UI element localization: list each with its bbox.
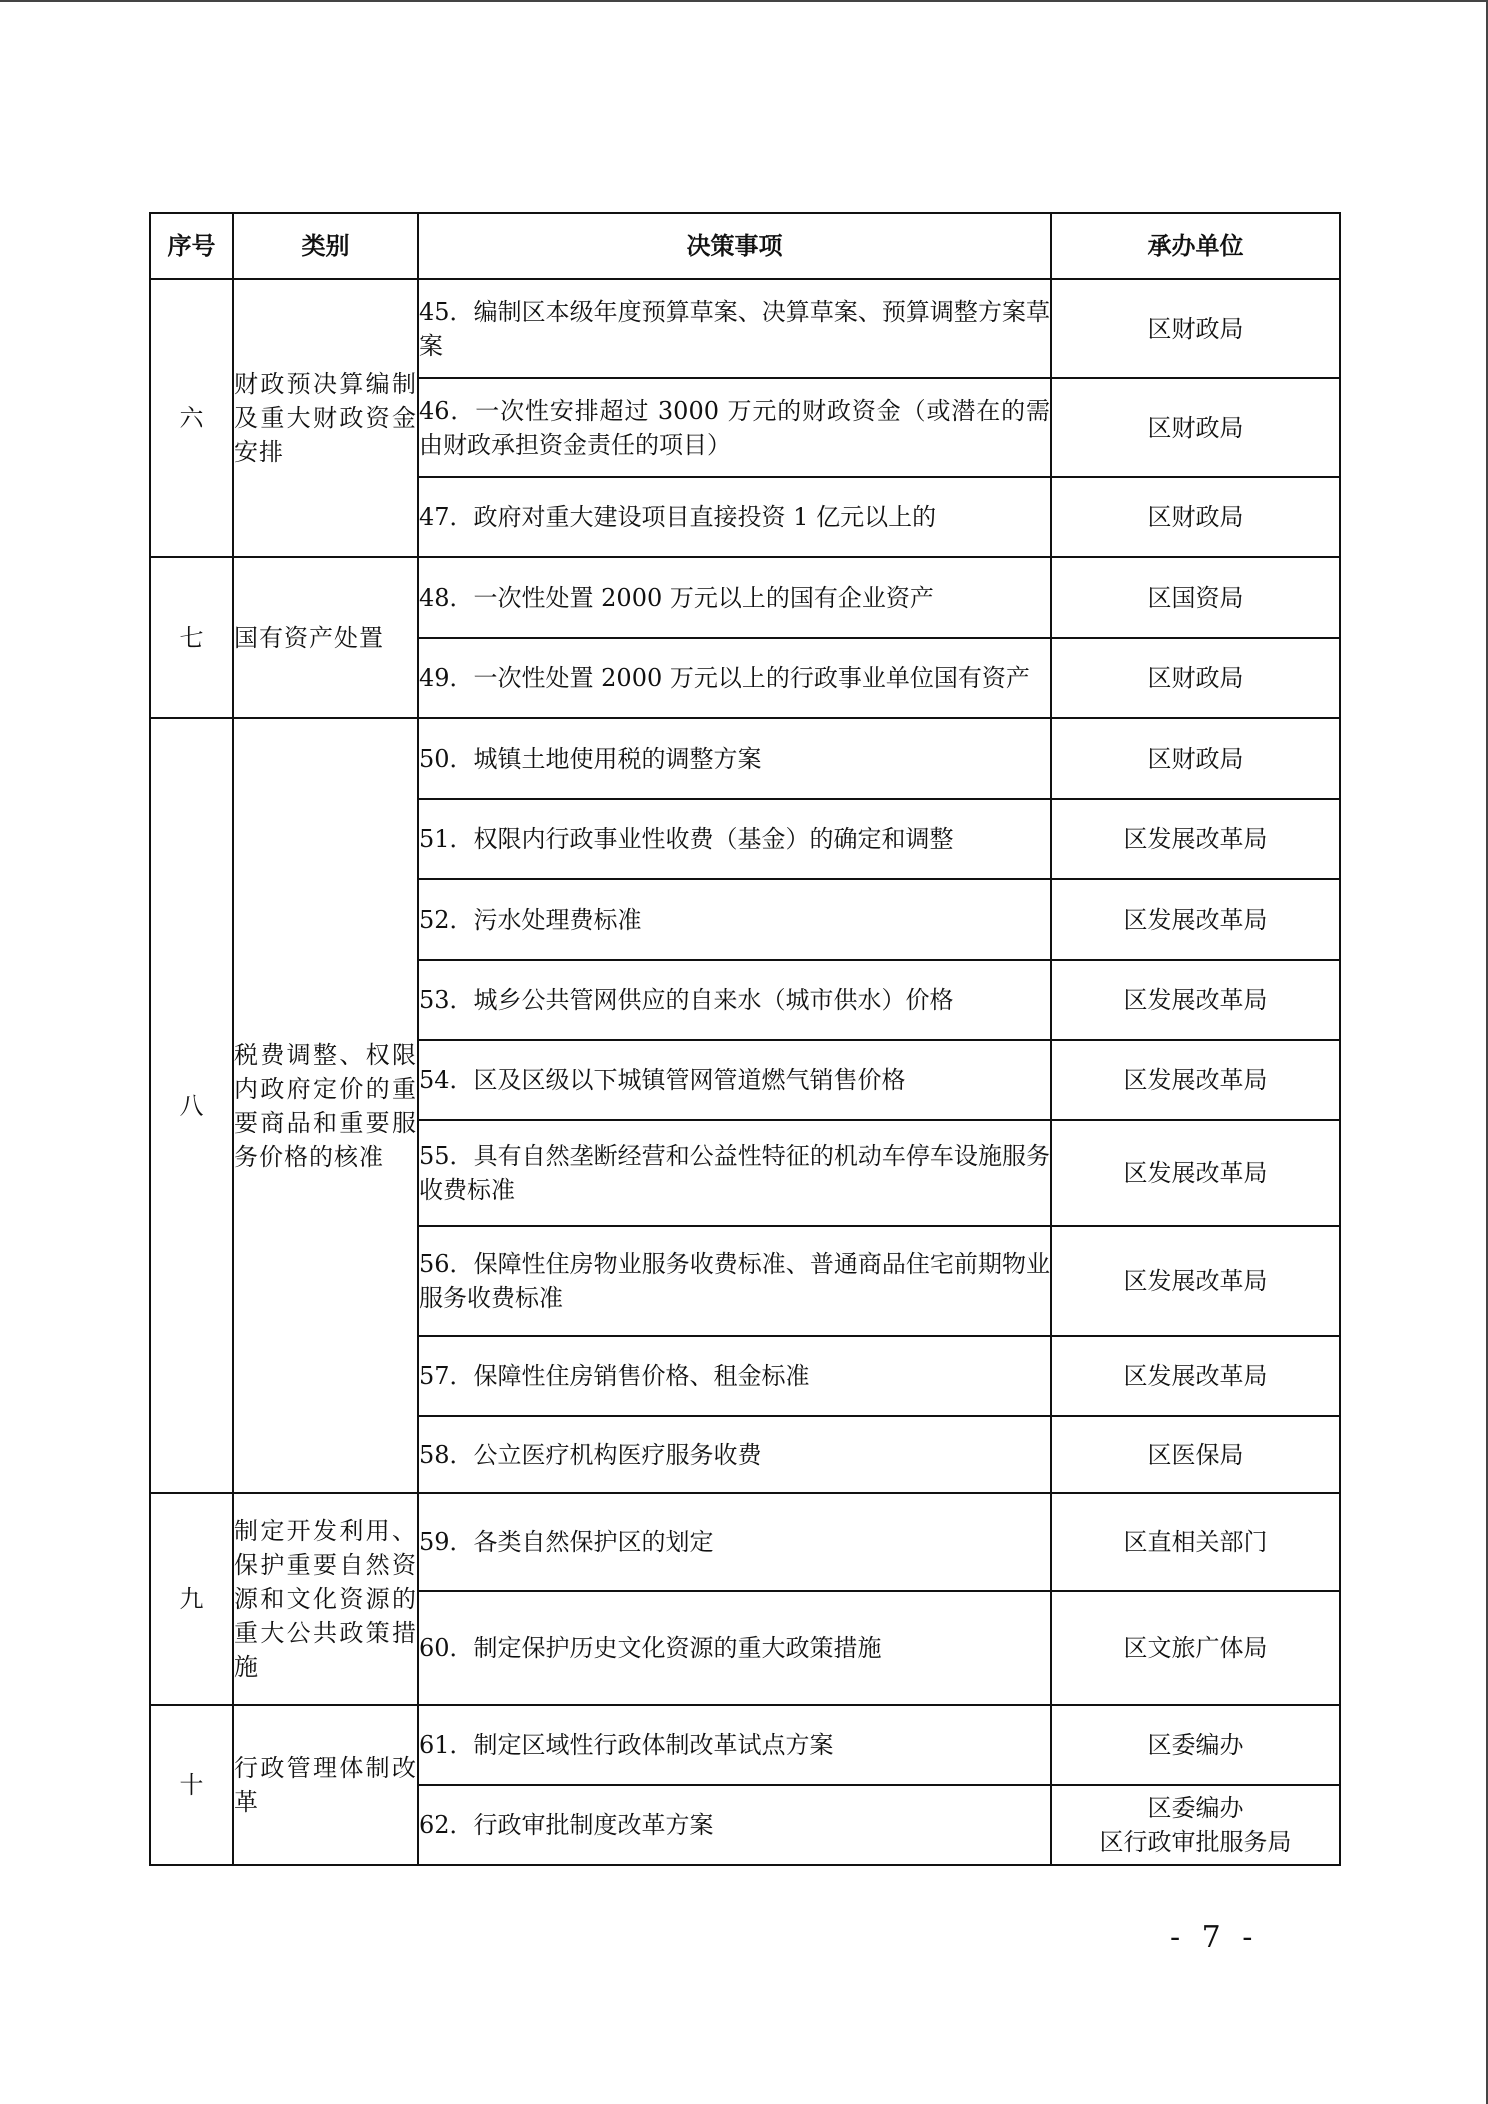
- decision-item: 62．行政审批制度改革方案: [418, 1785, 1051, 1865]
- table-row: [150, 279, 1340, 378]
- responsible-unit: 区发展改革局: [1051, 1226, 1340, 1336]
- responsible-unit-line: 区委编办: [1147, 1794, 1244, 1822]
- responsible-unit: 区发展改革局: [1051, 1040, 1340, 1120]
- responsible-unit: 区医保局: [1051, 1416, 1340, 1493]
- table-header-row: [150, 213, 1340, 279]
- responsible-unit: 区文旅广体局: [1051, 1591, 1340, 1705]
- group-category: 财政预决算编制及重大财政资金安排: [233, 279, 418, 557]
- group-number: 十: [150, 1705, 233, 1865]
- decision-item: 61．制定区域性行政体制改革试点方案: [418, 1705, 1051, 1785]
- responsible-unit: 区国资局: [1051, 557, 1340, 638]
- responsible-unit: 区发展改革局: [1051, 1336, 1340, 1416]
- responsible-unit: 区发展改革局: [1051, 960, 1340, 1040]
- page-number: - 7 -: [1170, 1920, 1259, 1955]
- decision-item: 54．区及区级以下城镇管网管道燃气销售价格: [418, 1040, 1051, 1120]
- responsible-unit: 区发展改革局: [1051, 1120, 1340, 1226]
- decision-item: 47．政府对重大建设项目直接投资 1 亿元以上的: [418, 477, 1051, 557]
- responsible-unit: 区发展改革局: [1051, 799, 1340, 879]
- group-number: 七: [150, 557, 233, 718]
- decision-item: 46．一次性安排超过 3000 万元的财政资金（或潜在的需由财政承担资金责任的项目）: [418, 378, 1051, 477]
- decision-item: 57．保障性住房销售价格、租金标准: [418, 1336, 1051, 1416]
- responsible-unit: 区财政局: [1051, 638, 1340, 718]
- responsible-unit: [1051, 1785, 1340, 1865]
- group-number: 六: [150, 279, 233, 557]
- decision-item: 51．权限内行政事业性收费（基金）的确定和调整: [418, 799, 1051, 879]
- group-number: 八: [150, 718, 233, 1493]
- responsible-unit: 区财政局: [1051, 718, 1340, 799]
- table-row: [150, 557, 1340, 638]
- decision-item: 49．一次性处置 2000 万元以上的行政事业单位国有资产: [418, 638, 1051, 718]
- decision-item: 59．各类自然保护区的划定: [418, 1493, 1051, 1591]
- decision-item: 60．制定保护历史文化资源的重大政策措施: [418, 1591, 1051, 1705]
- header-serial-number: 序号: [150, 213, 233, 279]
- decision-item: 45．编制区本级年度预算草案、决算草案、预算调整方案草案: [418, 279, 1051, 378]
- decision-items-table: [149, 212, 1341, 1866]
- responsible-unit: 区财政局: [1051, 477, 1340, 557]
- decision-item: 55．具有自然垄断经营和公益性特征的机动车停车设施服务收费标准: [418, 1120, 1051, 1226]
- page-edge-top: [0, 0, 1488, 2]
- group-category: 行政管理体制改革: [233, 1705, 418, 1865]
- group-category: 国有资产处置: [233, 557, 418, 718]
- header-decision-item: 决策事项: [418, 213, 1051, 279]
- decision-item: 58．公立医疗机构医疗服务收费: [418, 1416, 1051, 1493]
- header-responsible-unit: 承办单位: [1051, 213, 1340, 279]
- header-category: 类别: [233, 213, 418, 279]
- table-row: [150, 1705, 1340, 1785]
- group-number: 九: [150, 1493, 233, 1705]
- responsible-unit: 区直相关部门: [1051, 1493, 1340, 1591]
- table-row: [150, 718, 1340, 799]
- decision-item: 53．城乡公共管网供应的自来水（城市供水）价格: [418, 960, 1051, 1040]
- responsible-unit: 区财政局: [1051, 378, 1340, 477]
- responsible-unit: 区发展改革局: [1051, 879, 1340, 960]
- group-category: 税费调整、权限内政府定价的重要商品和重要服务价格的核准: [233, 718, 418, 1493]
- decision-item: 56．保障性住房物业服务收费标准、普通商品住宅前期物业服务收费标准: [418, 1226, 1051, 1336]
- responsible-unit: 区委编办: [1051, 1705, 1340, 1785]
- decision-item: 50．城镇土地使用税的调整方案: [418, 718, 1051, 799]
- responsible-unit: 区财政局: [1051, 279, 1340, 378]
- table-row: [150, 1493, 1340, 1591]
- decision-item: 48．一次性处置 2000 万元以上的国有企业资产: [418, 557, 1051, 638]
- decision-item: 52．污水处理费标准: [418, 879, 1051, 960]
- group-category: 制定开发利用、保护重要自然资源和文化资源的重大公共政策措施: [233, 1493, 418, 1705]
- responsible-unit-line: 区行政审批服务局: [1099, 1828, 1292, 1856]
